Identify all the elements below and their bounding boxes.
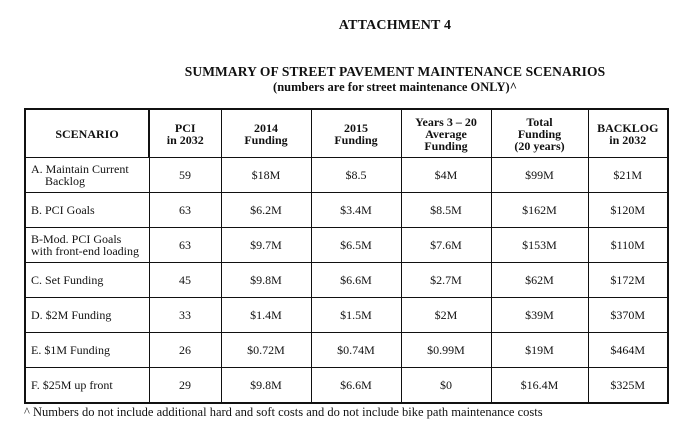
header-2015-funding [311, 109, 401, 158]
backlog-cell: $172M [588, 263, 668, 298]
funding-2015-cell: $1.5M [311, 298, 401, 333]
total-funding-cell: $162M [491, 193, 588, 228]
funding-2015-cell: $6.6M [311, 368, 401, 404]
footnote: ^ Numbers do not include additional hard and soft costs and do not include bike path maintenance costs [24, 405, 543, 419]
funding-2014-cell: $1.4M [221, 298, 311, 333]
header-pci [149, 109, 221, 158]
backlog-cell: $21M [588, 158, 668, 193]
header-line: (20 years) [514, 138, 565, 153]
pci-cell: 63 [149, 228, 221, 263]
funding-2015-cell: $8.5 [311, 158, 401, 193]
scenario-cell [25, 158, 149, 193]
table-row [25, 298, 668, 333]
header-line: Funding [424, 138, 468, 153]
header-line: 2015 [344, 120, 368, 135]
scenario-line: C. Set Funding [31, 273, 104, 287]
backlog-cell: $464M [588, 333, 668, 368]
total-funding-cell: $62M [491, 263, 588, 298]
total-funding-cell: $19M [491, 333, 588, 368]
scenario-line: F. $25M up front [31, 378, 113, 392]
funding-2015-cell: $6.5M [311, 228, 401, 263]
scenario-cell [25, 228, 149, 263]
pci-cell: 33 [149, 298, 221, 333]
scenario-cell [25, 298, 149, 333]
total-funding-cell: $39M [491, 298, 588, 333]
average-funding-cell: $7.6M [401, 228, 491, 263]
scenario-cell [25, 333, 149, 368]
table-row [25, 228, 668, 263]
backlog-cell: $120M [588, 193, 668, 228]
funding-2015-cell: $6.6M [311, 263, 401, 298]
header-line: in 2032 [609, 132, 647, 147]
document-title: SUMMARY OF STREET PAVEMENT MAINTENANCE SCENARIOS [184, 64, 606, 79]
pci-cell: 29 [149, 368, 221, 404]
pci-cell: 26 [149, 333, 221, 368]
scenario-line: Backlog [45, 174, 85, 188]
header-total-funding [491, 109, 588, 158]
table-header-row [25, 109, 668, 158]
header-backlog [588, 109, 668, 158]
pci-cell: 63 [149, 193, 221, 228]
average-funding-cell: $0.99M [401, 333, 491, 368]
scenario-line: B-Mod. PCI Goals [31, 232, 122, 246]
funding-2014-cell: $9.8M [221, 263, 311, 298]
average-funding-cell: $2M [401, 298, 491, 333]
backlog-cell: $110M [588, 228, 668, 263]
table-row [25, 368, 668, 404]
header-line: in 2032 [166, 132, 204, 147]
funding-2014-cell: $9.7M [221, 228, 311, 263]
scenario-line: E. $1M Funding [31, 343, 111, 357]
header-2014-funding [221, 109, 311, 158]
scenarios-table [24, 108, 669, 404]
funding-2014-cell: $0.72M [221, 333, 311, 368]
average-funding-cell: $0 [401, 368, 491, 404]
funding-2014-cell: $18M [221, 158, 311, 193]
attachment-label: ATTACHMENT 4 [338, 18, 452, 33]
average-funding-cell: $8.5M [401, 193, 491, 228]
table-row [25, 193, 668, 228]
scenario-line: B. PCI Goals [31, 203, 95, 217]
header-line: SCENARIO [55, 126, 119, 141]
table-row [25, 263, 668, 298]
total-funding-cell: $16.4M [491, 368, 588, 404]
header-line: Funding [334, 132, 378, 147]
average-funding-cell: $4M [401, 158, 491, 193]
scenario-cell [25, 263, 149, 298]
table-row [25, 333, 668, 368]
funding-2014-cell: $6.2M [221, 193, 311, 228]
header-line: Average [425, 126, 467, 141]
scenario-line: A. Maintain Current [31, 162, 129, 176]
backlog-cell: $370M [588, 298, 668, 333]
document-subtitle: (numbers are for street maintenance ONLY)^ [273, 80, 517, 94]
header-line: Years 3 – 20 [415, 114, 477, 129]
average-funding-cell: $2.7M [401, 263, 491, 298]
pci-cell: 59 [149, 158, 221, 193]
scenario-cell [25, 368, 149, 404]
total-funding-cell: $153M [491, 228, 588, 263]
header-scenario [25, 109, 149, 158]
table-row [25, 158, 668, 193]
header-line: Funding [244, 132, 288, 147]
header-line: Funding [517, 126, 562, 141]
header-average-funding [401, 109, 491, 158]
header-line: 2014 [254, 120, 278, 135]
scenario-cell [25, 193, 149, 228]
funding-2014-cell: $9.8M [221, 368, 311, 404]
backlog-cell: $325M [588, 368, 668, 404]
total-funding-cell: $99M [491, 158, 588, 193]
funding-2015-cell: $3.4M [311, 193, 401, 228]
pci-cell: 45 [149, 263, 221, 298]
scenario-line: with front-end loading [31, 244, 139, 258]
header-line: Total [526, 114, 553, 129]
funding-2015-cell: $0.74M [311, 333, 401, 368]
header-line: PCI [174, 120, 196, 135]
header-line: BACKLOG [597, 120, 659, 135]
scenario-line: D. $2M Funding [31, 308, 112, 322]
